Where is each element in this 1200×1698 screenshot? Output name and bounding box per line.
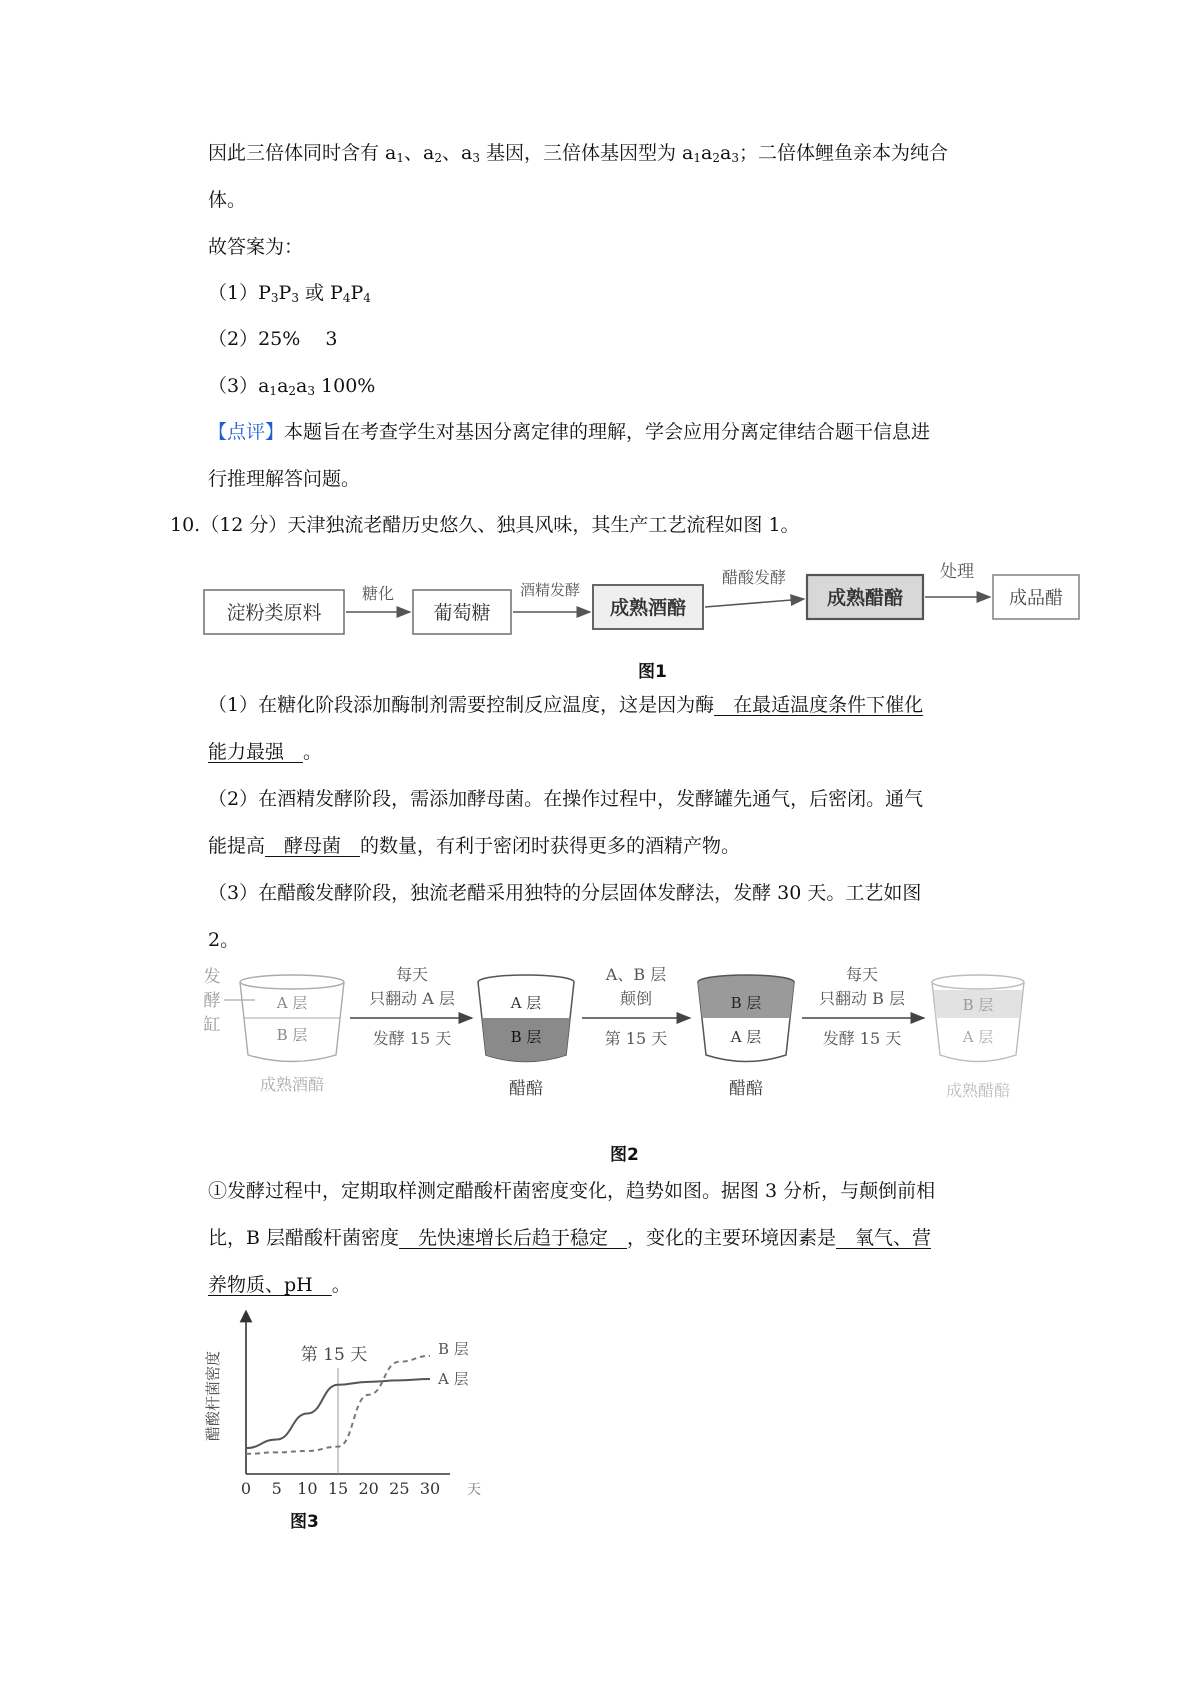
chart-x-tick-5: 25 (389, 1479, 410, 1498)
vat-2-layer-a: A 层 (510, 994, 542, 1012)
comment-line-1: 【点评】本题旨在考查学生对基因分离定律的理解，学会应用分离定律结合题干信息进 (208, 421, 931, 443)
q10-part1-line2: 能力最强 。 (208, 741, 323, 763)
figure-1-caption: 图1 (638, 662, 667, 682)
flow-box-mature-vinegar-mash-label: 成熟醋醅 (826, 587, 904, 609)
chart-x-tick-1: 5 (271, 1479, 282, 1498)
vat-4-caption: 成熟醋醅 (945, 1081, 1011, 1100)
answer-blank-factors-cont: 养物质、pH (208, 1274, 332, 1296)
comment-line-2: 行推理解答问题。 (208, 468, 361, 490)
arrow-3-top-2: 只翻动 B 层 (819, 989, 905, 1008)
vat-1 (240, 975, 344, 1094)
chart-y-label: 醋酸杆菌密度 (204, 1350, 222, 1442)
vat-1-layer-b: B 层 (276, 1026, 308, 1044)
vat-4 (932, 975, 1024, 1100)
chart-day-15-label: 第 15 天 (300, 1345, 368, 1365)
chart-x-label: 天 (467, 1482, 481, 1498)
flow-arrow-3-label: 醋酸发酵 (721, 568, 787, 587)
vat-4-layer-a: A 层 (962, 1028, 994, 1046)
vat-3 (698, 975, 794, 1099)
vat-3-layer-b: B 层 (730, 994, 762, 1012)
chart-x-tick-3: 15 (327, 1479, 349, 1498)
figure-3-caption: 图3 (290, 1512, 319, 1532)
flow-box-glucose-label: 葡萄糖 (433, 602, 491, 624)
vat-label-char-3: 缸 (203, 1015, 221, 1035)
chart-x-tick-6: 30 (419, 1479, 441, 1498)
answer-intro: 故答案为： (208, 236, 304, 258)
comment-tag: 【点评】 (208, 421, 285, 443)
answer-blank-density: 先快速增长后趋于稳定 (399, 1227, 628, 1249)
arrow-1-bottom: 发酵 15 天 (372, 1029, 452, 1048)
vat-3-caption: 醋醅 (729, 1079, 763, 1099)
flow-box-final-vinegar-label: 成品醋 (1009, 588, 1063, 609)
flow-arrow-3 (705, 599, 804, 607)
answer-blank-factors: 氧气、营 (836, 1227, 932, 1249)
vat-1-caption: 成熟酒醅 (259, 1075, 325, 1094)
vat-2-caption: 醋醅 (509, 1079, 543, 1099)
answer-2: （2）25% 3 (208, 328, 338, 350)
vat-2 (478, 975, 574, 1099)
flow-arrow-2-label: 酒精发酵 (519, 581, 581, 599)
figure-3-chart (200, 1310, 500, 1500)
q10-part3-line2: 2。 (208, 929, 240, 951)
figure-2-caption: 图2 (610, 1145, 639, 1165)
q10-part2-line2: 能提高 酵母菌 的数量，有利于密闭时获得更多的酒精产物。 (208, 835, 741, 857)
q10-sub1-line3: 养物质、pH 。 (208, 1274, 351, 1296)
flow-arrow-4-label: 处理 (940, 562, 974, 582)
figure-1-flowchart (200, 555, 1100, 650)
chart-x-tick-0: 0 (240, 1479, 252, 1498)
prev-text-line-1: 因此三倍体同时含有 $a_1$、$a_2$、$a_3$ 基因，三倍体基因型为 $a_1a_2a_3$；二倍体鲤鱼亲本为纯合 (208, 142, 948, 165)
arrow-3-bottom: 发酵 15 天 (822, 1029, 902, 1048)
arrow-2-bottom: 第 15 天 (604, 1029, 668, 1048)
chart-series-a-label: A 层 (438, 1369, 469, 1388)
arrow-2-top-2: 颠倒 (619, 989, 653, 1008)
flow-box-mature-wine-mash-label: 成熟酒醅 (609, 597, 687, 619)
vat-3-layer-a: A 层 (730, 1028, 762, 1046)
answer-1: $(1)P_3P_3$ 或 $P_4P_4$ (208, 282, 371, 305)
answer-3: $(3)a_1a_2a_3$ 100% (208, 375, 376, 398)
chart-x-tick-2: 10 (297, 1479, 318, 1498)
q10-sub1-line1: ①发酵过程中，定期取样测定醋酸杆菌密度变化，趋势如图。据图 3 分析，与颠倒前相 (208, 1180, 936, 1202)
chart-x-tick-4: 20 (358, 1479, 379, 1498)
answer-blank-enzyme-cont: 能力最强 (208, 741, 304, 763)
flow-box-raw-material-label: 淀粉类原料 (226, 602, 322, 624)
vat-label-char-1: 发 (203, 967, 221, 987)
vat-2-layer-b: B 层 (510, 1028, 542, 1046)
answer-blank-yeast: 酵母菌 (265, 835, 361, 857)
chart-series-b-label: B 层 (438, 1339, 469, 1358)
answer-blank-enzyme: 在最适温度条件下催化 (714, 694, 924, 716)
q10-sub1-line2: 比，B 层醋酸杆菌密度 先快速增长后趋于稳定 ，变化的主要环境因素是 氧气、营 (208, 1227, 932, 1249)
q10-part1-line1: （1）在糖化阶段添加酶制剂需要控制反应温度，这是因为酶 在最适温度条件下催化 (208, 694, 924, 716)
vat-label-char-2: 酵 (203, 991, 221, 1011)
vat-1-layer-a: A 层 (276, 994, 308, 1012)
arrow-3-top-1: 每天 (845, 965, 879, 984)
question-10-stem: 10.（12 分）天津独流老醋历史悠久、独具风味，其生产工艺流程如图 1。 (170, 514, 800, 536)
arrow-1-top-2: 只翻动 A 层 (369, 989, 455, 1008)
flow-arrow-1-label: 糖化 (361, 584, 395, 603)
q10-part2-line1: （2）在酒精发酵阶段，需添加酵母菌。在操作过程中，发酵罐先通气，后密闭。通气 (208, 788, 924, 810)
q10-part3-line1: （3）在醋酸发酵阶段，独流老醋采用独特的分层固体发酵法，发酵 30 天。工艺如图 (208, 882, 922, 904)
prev-text-line-2: 体。 (208, 189, 247, 211)
arrow-2-top-1: A、B 层 (605, 965, 667, 984)
arrow-1-top-1: 每天 (395, 965, 429, 984)
figure-2-process (200, 960, 1030, 1110)
vat-4-layer-b: B 层 (962, 996, 994, 1014)
